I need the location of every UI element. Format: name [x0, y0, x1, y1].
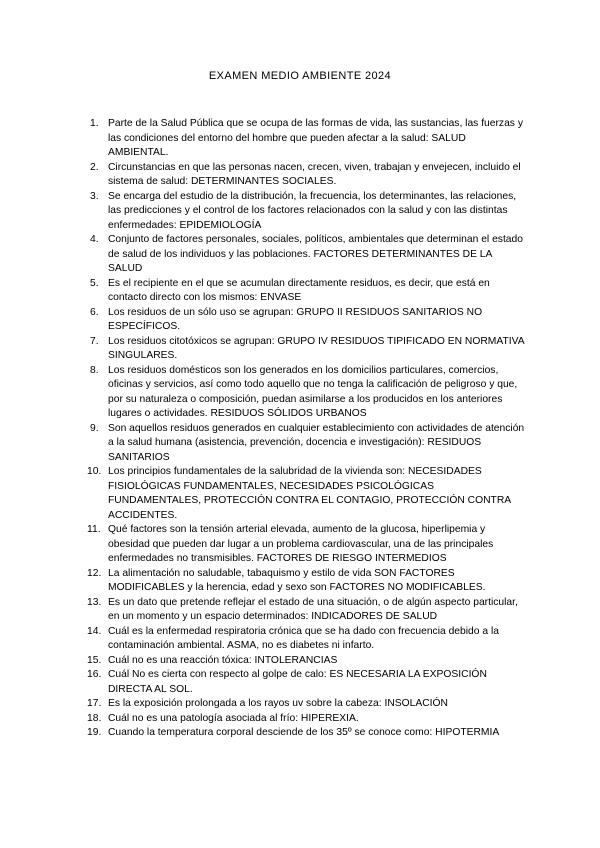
question-item — [87, 712, 526, 727]
question-number: 4. — [90, 234, 99, 245]
question-number: 17. — [87, 698, 102, 709]
question-number: 19. — [87, 727, 102, 738]
question-text: Cuál no es una reacción tóxica: INTOLERANCIAS — [108, 654, 338, 666]
question-number: 2. — [90, 161, 99, 173]
question-number: 11. — [87, 524, 101, 535]
question-item — [90, 335, 526, 364]
question-item — [87, 465, 526, 523]
question-number: 3. — [90, 190, 99, 202]
page-title: EXAMEN MEDIO AMBIENTE 2024 — [208, 70, 392, 82]
question-text: Conjunto de factores personales, sociales, políticos, ambientales que determinan el estado de salud de los individuos y las poblaciones. FACTORES DETERMINANTES DE LA SALUD — [108, 234, 523, 274]
question-item — [90, 233, 526, 277]
question-text: Parte de la Salud Pública que se ocupa de las formas de vida, las sustancias, las fuerzas y las condiciones del entorno del hombre que pueden afectar a la salud: SALUD AMBIENTAL. — [108, 118, 523, 158]
question-number: 10. — [87, 466, 102, 477]
question-item — [87, 668, 526, 697]
question-number: 13. — [87, 596, 102, 608]
question-text: Circunstancias en que las personas nacen, crecen, viven, trabajan y envejecen, incluido el sistema de salud: DETERMINANTES SOCIALES. — [108, 161, 521, 187]
question-text: Qué factores son la tensión arterial elevada, aumento de la glucosa, hiperlipemia y obesidad que pueden dar lugar a un problema cardiovascular, una de las principales enfermedades no transmisibles. FACTORES DE RIESGO INTERMEDIOS — [108, 524, 494, 564]
question-item — [87, 596, 526, 625]
question-text: Es un dato que pretende reflejar el estado de una situación, o de algún aspecto particular, en un momento y un espacio determinados: INDICADORES DE SALUD — [108, 596, 518, 622]
question-text: Cuál no es una patología asociada al frío: HIPEREXIA. — [108, 712, 359, 724]
question-text: La alimentación no saludable, tabaquismo y estilo de vida SON FACTORES MODIFICABLES y la herencia, edad y sexo son FACTORES NO MODIFICABLES. — [108, 567, 486, 593]
question-item — [87, 625, 526, 654]
question-item — [87, 567, 526, 596]
question-item — [87, 523, 526, 567]
question-number: 12. — [87, 567, 102, 579]
question-item — [90, 364, 526, 422]
question-text: Se encarga del estudio de la distribución, la frecuencia, los determinantes, las relaciones, las predicciones y el control de los factores relacionados con la salud y con las distintas enfermedades: EPIDEMIOLOGÍA — [108, 190, 517, 231]
question-text: Es la exposición prolongada a los rayos uv sobre la cabeza: INSOLACIÓN — [108, 698, 448, 709]
question-text: Es el recipiente en el que se acumulan directamente residuos, es decir, que está en contacto directo con los mismos: ENVASE — [108, 277, 490, 303]
question-item — [90, 277, 526, 306]
question-text: Son aquellos residuos generados en cualquier establecimiento con actividades de atención a la salud humana (asistencia, prevención, docencia e investigación): RESIDUOS SANITARIOS — [108, 422, 525, 463]
question-text: Cuál No es cierta con respecto al golpe de calo: ES NECESARIA LA EXPOSICIÓN DIRECTA AL SOL. — [108, 669, 487, 695]
question-item — [87, 697, 526, 712]
question-text: Los residuos citotóxicos se agrupan: GRUPO IV RESIDUOS TIPIFICADO EN NORMATIVA SINGULARES. — [108, 335, 525, 361]
question-text: Cuando la temperatura corporal desciende de los 35º se conoce como: HIPOTERMIA — [108, 727, 500, 738]
question-item — [87, 654, 526, 669]
question-text: Los residuos de un sólo uso se agrupan: GRUPO II RESIDUOS SANITARIOS NO ESPECÍFICOS. — [108, 306, 483, 332]
question-item — [90, 190, 526, 234]
question-item — [90, 306, 526, 335]
question-number: 5. — [90, 277, 99, 289]
question-text: Cuál es la enfermedad respiratoria crónica que se ha dado con frecuencia debido a la contaminación ambiental. ASMA, no es diabetes ni infarto. — [108, 625, 499, 651]
question-text: Los principios fundamentales de la salubridad de la vivienda son: NECESIDADES FISIOLÓGICAS FUNDAMENTALES, NECESIDADES PSICOLÓGICAS FUNDAMENTALES, PROTECCIÓN CONTRA EL CONTAGIO, PROTECCIÓN CONTRA ACCIDENTES. — [108, 466, 511, 521]
question-number: 6. — [90, 306, 99, 318]
question-number: 1. — [90, 118, 99, 129]
question-number: 14. — [87, 625, 102, 637]
question-item — [90, 161, 526, 190]
question-number: 8. — [90, 364, 99, 376]
question-item — [87, 726, 526, 741]
question-list — [87, 117, 526, 741]
question-number: 16. — [87, 669, 102, 680]
question-item — [90, 422, 526, 466]
question-number: 15. — [87, 654, 102, 666]
question-text: Los residuos domésticos son los generados en los domicilios particulares, comercios, oficinas y servicios, así como todo aquello que no tenga la calificación de peligroso y que, por su naturaleza o composición, puedan asimilarse a los producidos en los anteriores lugares o actividades. RESIDUOS SÓLIDOS URBANOS — [108, 364, 518, 419]
question-number: 18. — [87, 712, 102, 724]
question-number: 9. — [90, 422, 99, 434]
question-item — [90, 117, 526, 161]
question-number: 7. — [90, 335, 99, 347]
